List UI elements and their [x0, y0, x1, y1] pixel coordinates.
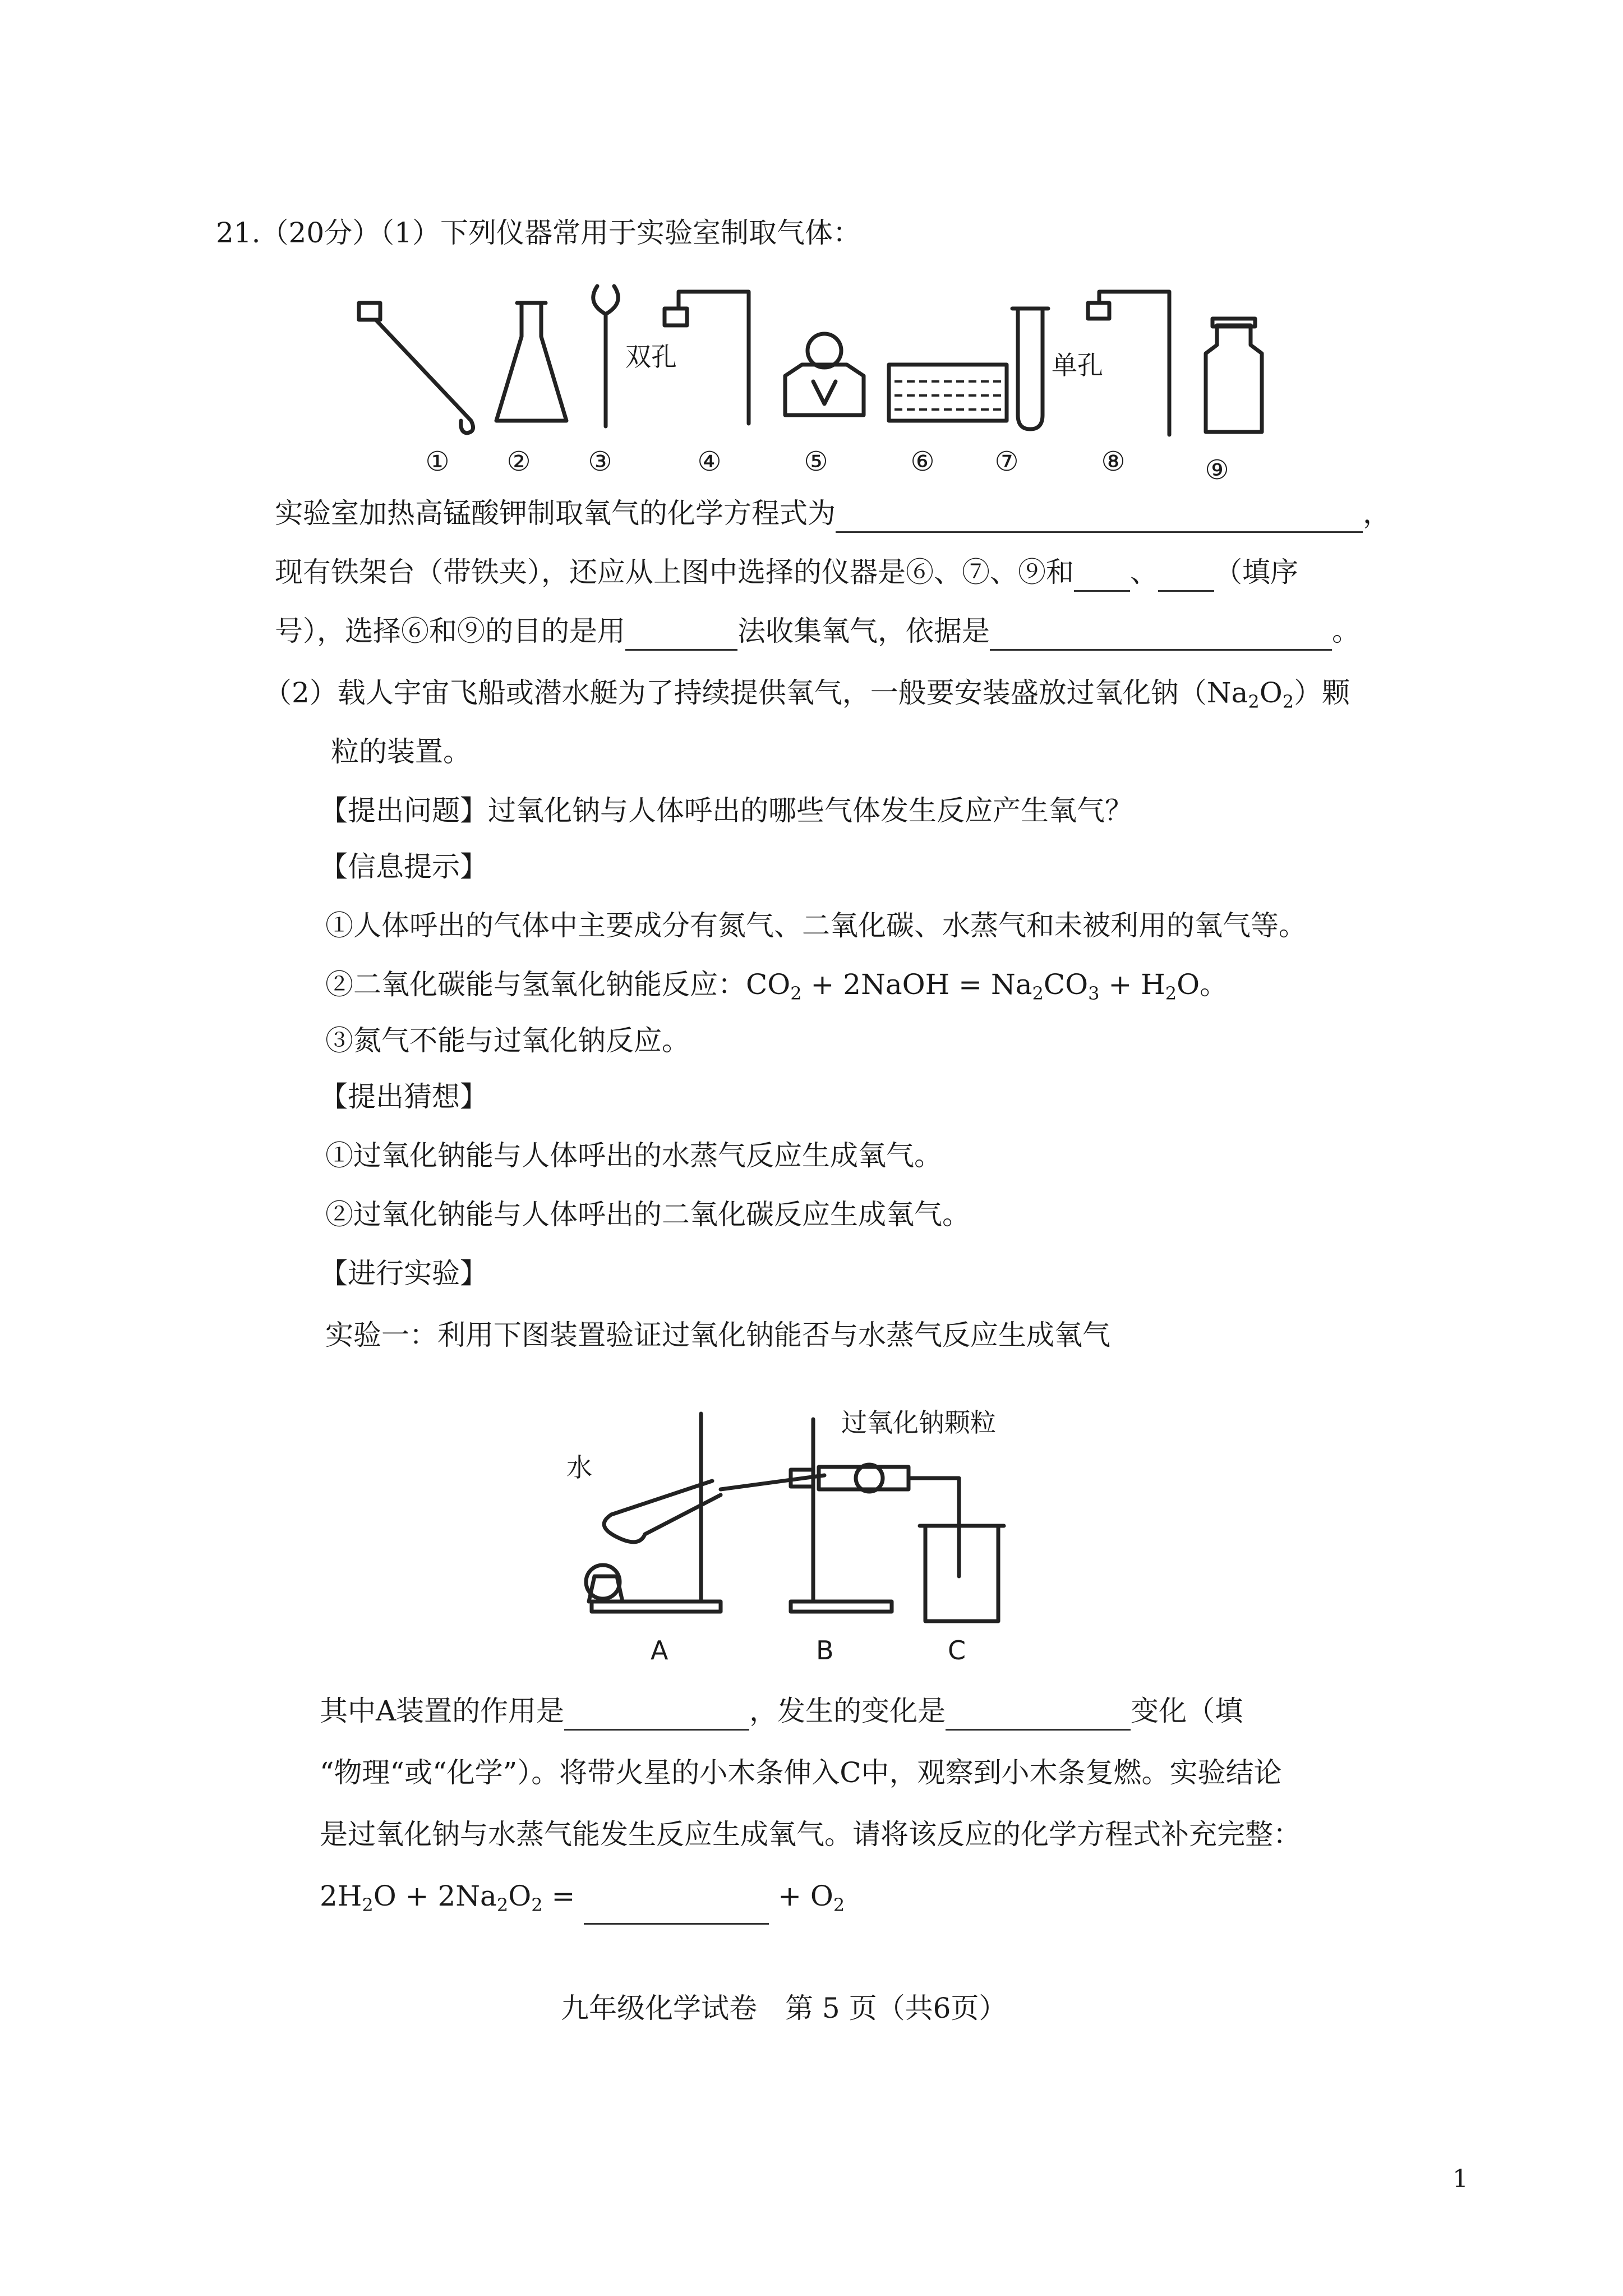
exp-1: 实验一：利用下图装置验证过氧化钠能否与水蒸气反应生成氧气	[325, 1319, 1110, 1351]
apparatus-num-5: ⑤	[804, 446, 828, 477]
apparatus-num-1: ①	[425, 446, 450, 477]
bottle-c-icon	[909, 1478, 1004, 1621]
water-trough-icon	[889, 365, 1007, 421]
guess-title: 【提出猜想】	[320, 1080, 488, 1113]
apparatus-num-9: ⑨	[1205, 454, 1229, 486]
fig-label-b: B	[816, 1635, 834, 1665]
answer-blank-basis[interactable]	[990, 620, 1332, 651]
raise-question: 【提出问题】过氧化钠与人体呼出的哪些气体发生反应产生氧气？	[320, 794, 1133, 827]
fig-label-a: A	[651, 1635, 668, 1665]
label-single-hole: 单孔	[1052, 350, 1103, 380]
answer-blank-method[interactable]	[625, 620, 737, 651]
alcohol-lamp-icon	[785, 334, 864, 415]
part1-line3: 号），选择⑥和⑨的目的是用 法收集氧气，依据是 。	[275, 611, 1360, 651]
q-line2: “物理“或“化学”）。将带火星的小木条伸入C中，观察到小木条复燃。实验结论	[320, 1756, 1282, 1789]
answer-blank-purpose[interactable]	[564, 1700, 749, 1731]
long-neck-funnel-icon	[593, 286, 619, 426]
label-double-hole: 双孔	[625, 342, 677, 372]
stand-b-icon	[721, 1419, 909, 1612]
apparatus-num-3: ③	[588, 446, 612, 477]
answer-blank-apparatus-b[interactable]	[1158, 561, 1214, 592]
fig-label-na2o2: 过氧化钠颗粒	[841, 1407, 996, 1438]
test-tube-icon	[1012, 309, 1048, 429]
stand-a-icon	[586, 1414, 721, 1612]
answer-blank-product[interactable]	[584, 1894, 769, 1925]
gas-collecting-bottle-icon	[1206, 319, 1262, 432]
apparatus-num-2: ②	[506, 446, 531, 477]
fig-label-c: C	[948, 1635, 966, 1665]
double-hole-stopper-icon	[665, 292, 749, 424]
part2-line1: （2）载人宇宙飞船或潜水艇为了持续提供氧气，一般要安装盛放过氧化钠$(Na_2O_2)$颗	[264, 677, 1350, 712]
part1-line2: 现有铁架台（带铁夹），还应从上图中选择的仪器是⑥、⑦、⑨和 、 （填序	[275, 553, 1298, 592]
equation-line: $2H_2O + 2Na_2O_2$ = + $O_2$	[320, 1876, 845, 1925]
apparatus-num-4: ④	[697, 446, 722, 477]
page-footer: 九年级化学试卷 第 5 页（共6页）	[561, 1992, 1007, 2024]
part1-line1: 实验室加热高锰酸钾制取氧气的化学方程式为 ，	[275, 494, 1391, 533]
bent-delivery-tube-icon	[359, 303, 473, 433]
conical-flask-icon	[496, 303, 566, 421]
info-2: ②二氧化碳能与氢氧化钠能反应：$CO_2$ + 2NaOH = $Na_2CO_3 + H_2O$。	[325, 968, 1228, 1004]
exp-title: 【进行实验】	[320, 1257, 488, 1290]
answer-blank-equation[interactable]	[836, 502, 1363, 533]
fig-label-water: 水	[566, 1452, 592, 1483]
info-1: ①人体呼出的气体中主要成分有氮气、二氧化碳、水蒸气和未被利用的氧气等。	[325, 909, 1307, 942]
guess-2: ②过氧化钠能与人体呼出的二氧化碳反应生成氧气。	[325, 1198, 970, 1231]
answer-blank-change[interactable]	[946, 1700, 1131, 1731]
q-line3: 是过氧化钠与水蒸气能发生反应生成氧气。请将该反应的化学方程式补充完整：	[320, 1818, 1301, 1851]
q-line1: 其中A装置的作用是 ，发生的变化是 变化（填	[320, 1691, 1243, 1731]
answer-blank-apparatus-a[interactable]	[1074, 561, 1130, 592]
apparatus-num-7: ⑦	[994, 446, 1019, 477]
apparatus-num-8: ⑧	[1101, 446, 1126, 477]
question-header: 21.（20分）（1）下列仪器常用于实验室制取气体：	[216, 217, 861, 249]
page-number: 1	[1453, 2165, 1468, 2193]
apparatus-num-6: ⑥	[910, 446, 935, 477]
part2-line2: 粒的装置。	[331, 735, 471, 768]
info-3: ③氮气不能与过氧化钠反应。	[325, 1024, 690, 1057]
guess-1: ①过氧化钠能与人体呼出的水蒸气反应生成氧气。	[325, 1139, 942, 1172]
info-title: 【信息提示】	[320, 850, 488, 883]
